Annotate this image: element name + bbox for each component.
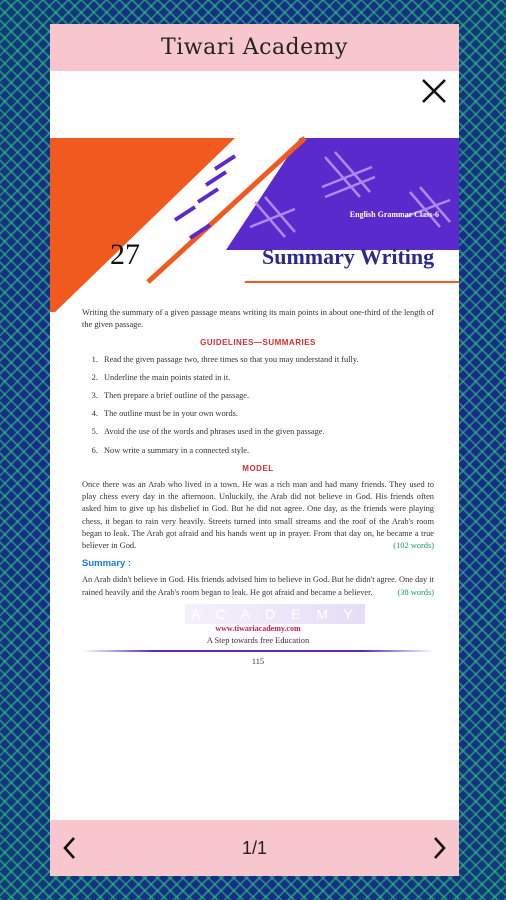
prev-page-button[interactable] <box>50 820 90 876</box>
guidelines-list <box>82 354 434 457</box>
page-indicator: 1/1 <box>241 837 268 858</box>
close-icon <box>421 78 447 104</box>
summary-paragraph <box>82 574 434 598</box>
chevron-right-icon <box>431 836 447 860</box>
model-word-count: (102 words) <box>393 541 434 551</box>
footer-website: www.tiwariacademy.com <box>215 623 301 633</box>
list-item: 6. Now write a summary in a connected style. <box>100 445 434 457</box>
summary-label: Summary : <box>82 558 132 570</box>
chapter-number: 27 <box>110 238 140 271</box>
list-item: 5. Avoid the use of the words and phrases used in the given passage. <box>100 426 434 438</box>
footer-divider <box>82 650 434 652</box>
document-viewer <box>50 24 459 876</box>
series-label: English Grammar Class-6 <box>349 210 439 219</box>
list-item: 4. The outline must be in your own words. <box>100 408 434 420</box>
model-paragraph <box>82 479 434 552</box>
chapter-title: Summary Writing <box>262 244 435 269</box>
intro-paragraph: Writing the summary of a given passage means writing its main points in about one-third of the length of the given passage. <box>82 308 434 330</box>
close-button[interactable] <box>419 76 449 106</box>
list-item: 3. Then prepare a brief outline of the passage. <box>100 390 434 402</box>
model-heading: MODEL <box>242 463 274 473</box>
guidelines-heading: GUIDELINES—SUMMARIES <box>200 338 316 348</box>
list-item: 1. Read the given passage two, three times so that you may understand it fully. <box>100 354 434 366</box>
title-bar <box>50 24 459 71</box>
page-number: 115 <box>251 657 265 667</box>
model-text: Once there was an Arab who lived in a town. He was a rich man and had many friends. They used to play chess every day in the afternoon. Unluckily, the Arab did not believe in God. His friends often asked him to give up his disbelief in God. But he did not agree. One day, as the friends were playing chess, it began to rain very heavily. Streets turned into small streams and the roof of the Arab's room began to leak. The Arab got afraid and his hands went up in prayer. From that day on, he became a true believer in God. <box>82 480 434 551</box>
footer-tagline: A Step towards free Education <box>206 636 310 646</box>
summary-text: An Arab didn't believe in God. His friends advised him to believe in God. But he didn't agree. One day it rained heavily and the Arab's room began to leak. He got afraid and became a believer. <box>82 575 434 597</box>
chevron-left-icon <box>62 836 78 860</box>
app-title: Tiwari Academy <box>161 35 348 60</box>
pager-bar <box>50 820 459 876</box>
summary-word-count: (38 words) <box>397 587 434 597</box>
next-page-button[interactable] <box>419 820 459 876</box>
watermark: A C A D E M Y <box>185 604 365 624</box>
list-item: 2. Underline the main points stated in it. <box>100 372 434 384</box>
